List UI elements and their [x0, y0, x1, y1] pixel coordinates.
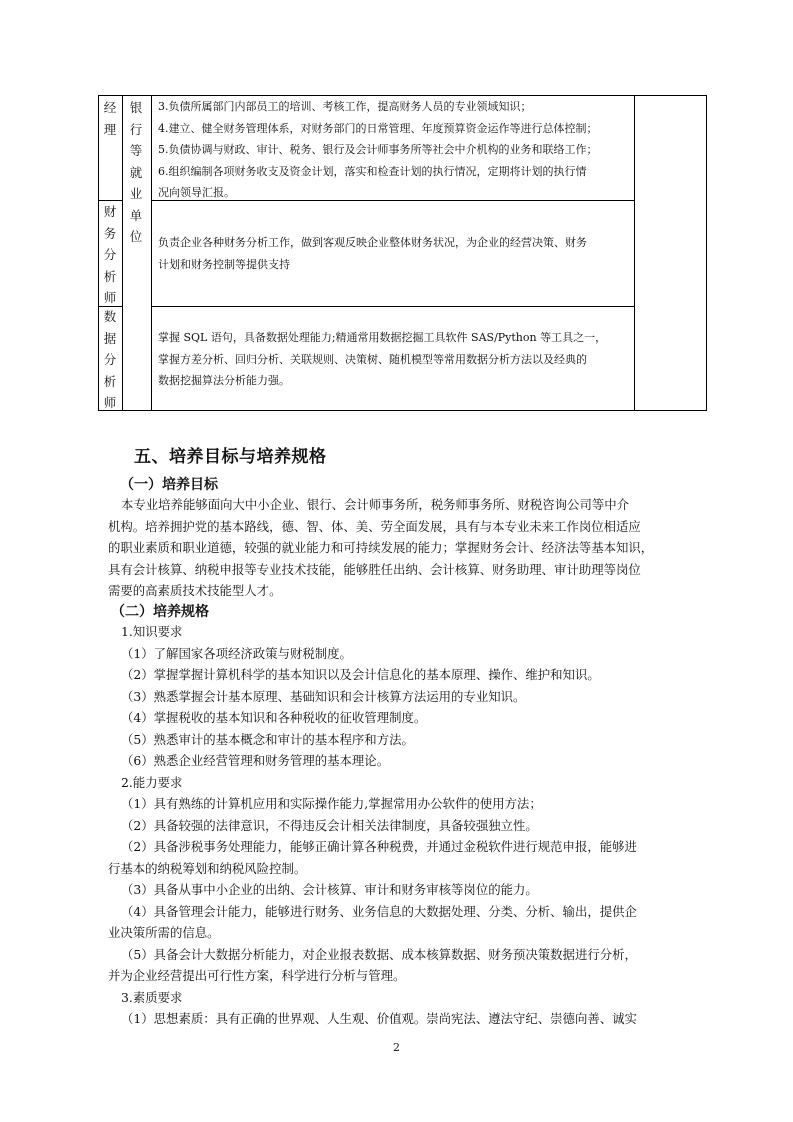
- duty-line: 3.负债所属部门内部员工的培训、考核工作，提高财务人员的专业领域知识；: [158, 100, 532, 113]
- position-char: 据: [103, 330, 117, 346]
- paragraph-line: 需要的高素质技术技能型人才。: [108, 583, 282, 598]
- duty-line: 计划和财务控制等提供支持: [158, 257, 290, 271]
- duty-line: 掌握 SQL 语句，具备数据处理能力;精通常用数据挖掘工具软件 SAS/Python 等工具之一，: [158, 331, 607, 344]
- quality-heading: 3.素质要求: [121, 990, 183, 1005]
- duty-line: 5.负债协调与财政、审计、税务、银行及会计师事务所等社会中介机构的业务和联络工作；: [158, 143, 598, 156]
- table-divider: [122, 96, 123, 410]
- ability-item: （2）具备涉税事务处理能力，能够正确计算各种税费，并通过金税软件进行规范申报，能够进: [121, 839, 637, 854]
- position-char: 经: [103, 100, 117, 115]
- goals-paragraph: [108, 494, 700, 602]
- position-char: 分: [103, 247, 117, 262]
- table-row-duties: [158, 327, 606, 392]
- position-char: 师: [103, 290, 117, 305]
- position-char: 务: [103, 225, 117, 241]
- position-char: 数: [103, 309, 117, 324]
- unit-char: 业: [129, 186, 143, 201]
- ability-item: （2）具备较强的法律意识，不得违反会计相关法律制度，具备较强独立性。: [121, 818, 538, 833]
- table-unit: [126, 97, 146, 248]
- duty-line: 负责企业各种财务分析工作，做到客观反映企业整体财务状况，为企业的经营决策、财务: [158, 236, 587, 249]
- paragraph-line: 本专业培养能够面向大中小企业、银行、会计师事务所，税务师事务所、财税咨询公司等中介: [121, 497, 630, 512]
- ability-item: （1）具有熟练的计算机应用和实际操作能力,掌握常用办公软件的使用方法；: [121, 796, 542, 811]
- unit-char: 位: [129, 229, 143, 244]
- paragraph-line: 具有会计核算、纳税申报等专业技术技能，能够胜任出纳、会计核算、财务助理、审计助理等岗位: [108, 561, 641, 577]
- duty-line: 掌握方差分析、回归分析、关联规则、决策树、随机模型等常用数据分析方法以及经典的: [158, 352, 587, 366]
- duty-line: 4.建立、健全财务管理体系，对财务部门的日常管理、年度预算资金运作等进行总体控制；: [158, 121, 598, 135]
- quality-item: （1）思想素质：具有正确的世界观、人生观、价值观。崇尚宪法、遵法守纪、崇德向善、诚实: [121, 1011, 637, 1026]
- table-row-duties: [158, 232, 587, 275]
- knowledge-item: （1）了解国家各项经济政策与财税制度。: [121, 646, 352, 661]
- duty-line: 数据挖掘算法分析能力强。: [158, 374, 290, 387]
- knowledge-item: （4）掌握税收的基本知识和各种税收的征收管理制度。: [121, 710, 427, 725]
- ability-item-cont: 行基本的纳税筹划和纳税风险控制。: [108, 861, 307, 876]
- table-divider: [634, 96, 635, 410]
- subsection-title-spec: （二）培养规格: [111, 604, 209, 620]
- paragraph-line: 的职业素质和职业道德，较强的就业能力和可持续发展的能力；掌握财务会计、经济法等基本知识，: [108, 540, 654, 555]
- section-title: 五、培养目标与培养规格: [134, 447, 327, 467]
- table-row-duties: [158, 96, 598, 204]
- ability-item: （4）具备管理会计能力，能够进行财务、业务信息的大数据处理、分类、分析、输出，提供企: [121, 904, 637, 919]
- position-char: 析: [103, 268, 117, 284]
- unit-char: 银: [129, 100, 143, 115]
- ability-item-cont: 业决策所需的信息。: [108, 925, 220, 940]
- paragraph-line: 机构。培养拥护党的基本路线，德、智、体、美、劳全面发展，具有与本专业未来工作岗位相适应: [108, 518, 641, 534]
- unit-char: 等: [129, 143, 143, 158]
- table-row-position: [100, 201, 120, 309]
- table-divider: [151, 306, 634, 307]
- knowledge-heading: 1.知识要求: [121, 624, 183, 639]
- duty-line: 6.组织编制各项财务收支及资金计划，落实和检查计划的执行情况，定期将计划的执行情: [158, 164, 587, 178]
- unit-char: 行: [129, 121, 143, 137]
- knowledge-item: （2）掌握掌握计算机科学的基本知识以及会计信息化的基本原理、操作、维护和知识。: [121, 667, 600, 682]
- table-row-position: [100, 306, 120, 414]
- unit-char: 单: [129, 207, 143, 223]
- job-table: [98, 95, 707, 411]
- duty-line: 况向领导汇报。: [158, 186, 235, 199]
- knowledge-item: （5）熟悉审计的基本概念和审计的基本程序和方法。: [121, 732, 414, 747]
- position-char: 师: [103, 395, 117, 410]
- position-char: 分: [103, 352, 117, 367]
- table-row-position: [100, 97, 120, 140]
- position-char: 理: [103, 121, 117, 137]
- ability-item: （3）具备从事中小企业的出纳、会计核算、审计和财务审核等岗位的能力。: [121, 882, 538, 897]
- unit-char: 就: [129, 164, 143, 180]
- table-divider: [151, 96, 152, 410]
- ability-item-cont: 并为企业经营提出可行性方案，科学进行分析与管理。: [108, 968, 406, 983]
- position-char: 析: [103, 373, 117, 389]
- position-char: 财: [103, 204, 117, 219]
- knowledge-item: （3）熟悉掌握会计基本原理、基础知识和会计核算方法运用的专业知识。: [121, 689, 526, 704]
- ability-item: （5）具备会计大数据分析能力，对企业报表数据、成本核算数据、财务预决策数据进行分析，: [121, 947, 637, 962]
- subsection-title-goals: （一）培养目标: [120, 477, 218, 493]
- page-number: 2: [393, 1041, 400, 1054]
- ability-heading: 2.能力要求: [121, 775, 183, 790]
- knowledge-item: （6）熟悉企业经营管理和财务管理的基本理论。: [121, 753, 390, 768]
